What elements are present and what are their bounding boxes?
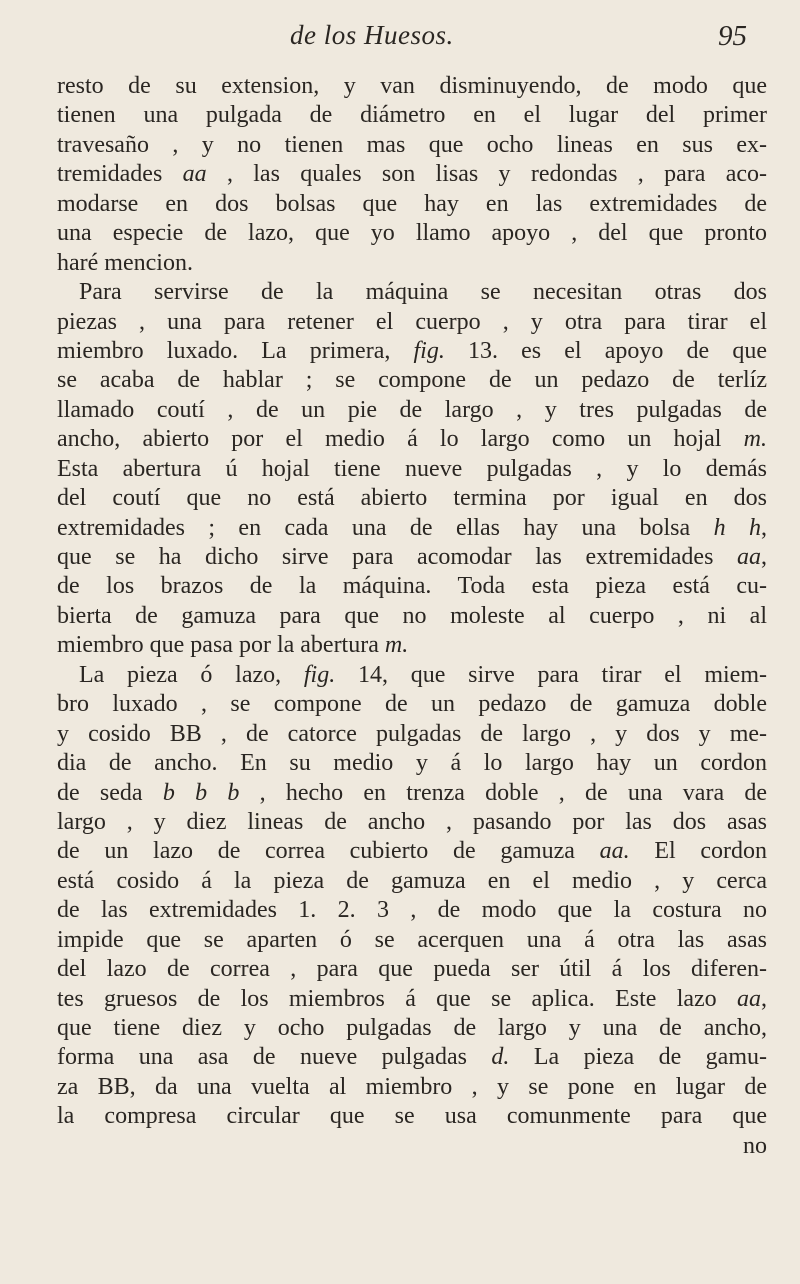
text-run: forma una asa de nueve pulgadas: [57, 1044, 492, 1071]
text-run: de seda: [57, 779, 163, 806]
text-line: [57, 661, 767, 690]
italic-text: fig.: [413, 337, 445, 364]
text-line: [57, 337, 767, 366]
page-number: 95: [718, 20, 747, 52]
text-run: miembro luxado. La primera,: [57, 337, 414, 364]
italic-text: aa.: [599, 838, 630, 865]
text-run: del lazo de correa , para que pueda ser útil á los diferen-: [57, 956, 767, 983]
text-line: [57, 985, 767, 1014]
text-line: [57, 160, 767, 189]
text-run: impide que se aparten ó se acerquen una á otra las asas: [57, 926, 767, 953]
text-line: [57, 720, 767, 749]
text-run: Para servirse de la máquina se necesitan otras dos: [79, 279, 767, 306]
italic-text: aa: [737, 985, 761, 1012]
text-run: resto de su extension, y van disminuyendo, de modo que: [57, 73, 767, 99]
text-run: haré mencion.: [57, 249, 193, 276]
text-run: extremidades ; en cada una de ellas hay una bolsa: [57, 514, 714, 541]
text-line: [57, 366, 767, 395]
italic-text: d.: [491, 1044, 510, 1071]
text-run: , hecho en trenza doble , de una vara de: [239, 779, 768, 806]
text-run: 13. es el apoyo de que: [444, 337, 767, 364]
text-run: Esta abertura ú hojal tiene nueve pulgadas , y lo demás: [57, 455, 767, 482]
text-line: [57, 514, 767, 543]
italic-text: m.: [743, 426, 767, 453]
text-run: del coutí que no está abierto termina por igual en dos: [57, 485, 767, 512]
text-run: piezas , una para retener el cuerpo , y otra para tirar el: [57, 308, 767, 335]
italic-text: m.: [384, 632, 409, 659]
text-line: [57, 72, 767, 101]
text-line: [57, 1102, 767, 1131]
text-run: tremidades: [57, 161, 183, 188]
text-line: [57, 896, 767, 925]
text-run: la compresa circular que se usa comunmente para que: [57, 1103, 767, 1130]
text-line: [57, 425, 767, 454]
text-line: [57, 543, 767, 572]
text-run: dia de ancho. En su medio y á lo largo hay un cordon: [57, 750, 767, 777]
text-line: [57, 484, 767, 513]
text-line: [57, 837, 767, 866]
text-line: [57, 602, 767, 631]
text-run: ,: [761, 514, 767, 541]
text-line: [57, 779, 767, 808]
running-title: de los Huesos.: [290, 20, 454, 50]
text-run: El cordon: [629, 838, 767, 865]
text-line: [57, 101, 767, 130]
text-run: largo , y diez lineas de ancho , pasando por las dos asas: [57, 808, 767, 835]
text-run: que se ha dicho sirve para acomodar las extremidades: [57, 544, 737, 570]
text-run: , las quales son lisas y redondas , para aco-: [206, 161, 768, 188]
text-run: La pieza ó lazo,: [79, 661, 304, 688]
text-run: de un lazo de correa cubierto de gamuza: [57, 838, 600, 865]
text-run: está cosido á la pieza de gamuza en el medio , y cerca: [57, 867, 767, 894]
text-run: de las extremidades 1. 2. 3 , de modo que la costura no: [57, 897, 767, 924]
text-line: [57, 278, 767, 307]
italic-text: fig.: [303, 661, 336, 688]
text-run: y cosido BB , de catorce pulgadas de largo , y dos y me-: [57, 720, 767, 747]
text-line: [57, 1073, 767, 1102]
text-run: tes gruesos de los miembros á que se aplica. Este lazo: [57, 985, 737, 1012]
text-line: [57, 1014, 767, 1043]
text-line: [57, 455, 767, 484]
text-run: una especie de lazo, que yo llamo apoyo , del que pronto: [57, 220, 767, 247]
text-run: no: [743, 1132, 767, 1159]
text-line: [57, 572, 767, 601]
text-line: [57, 631, 767, 660]
italic-text: aa: [182, 161, 207, 188]
text-run: La pieza de gamu-: [509, 1044, 767, 1071]
text-run: que tiene diez y ocho pulgadas de largo y una de ancho,: [57, 1015, 767, 1041]
text-run: ancho, abierto por el medio á lo largo como un hojal: [57, 426, 744, 453]
text-run: modarse en dos bolsas que hay en las extremidades de: [57, 190, 767, 217]
text-line: [57, 131, 767, 160]
text-line: [57, 249, 767, 278]
text-line: [57, 396, 767, 425]
italic-text: b b b: [162, 779, 240, 806]
text-line: [57, 867, 767, 896]
text-run: ,: [761, 985, 767, 1012]
italic-text: aa: [737, 544, 761, 570]
running-head: [0, 14, 800, 54]
italic-text: h h: [713, 514, 761, 541]
text-line: [57, 690, 767, 719]
text-run: bro luxado , se compone de un pedazo de gamuza doble: [57, 691, 767, 718]
text-run: bierta de gamuza para que no moleste al cuerpo , ni al: [57, 602, 767, 629]
text-line: [57, 926, 767, 955]
text-run: tienen una pulgada de diámetro en el lugar del primer: [57, 102, 767, 129]
text-run: llamado coutí , de un pie de largo , y tres pulgadas de: [57, 396, 767, 423]
text-run: za BB, da una vuelta al miembro , y se pone en lugar de: [57, 1073, 767, 1100]
text-line: [57, 955, 767, 984]
body-text: [57, 72, 767, 1161]
text-run: 14, que sirve para tirar el miem-: [335, 661, 767, 688]
text-run: se acaba de hablar ; se compone de un pedazo de terlíz: [57, 367, 767, 394]
text-run: miembro que pasa por la abertura: [57, 632, 385, 659]
text-line: [57, 1132, 767, 1161]
text-line: [57, 219, 767, 248]
text-line: [57, 308, 767, 337]
text-line: [57, 1043, 767, 1072]
text-line: [57, 190, 767, 219]
text-run: travesaño , y no tienen mas que ocho lineas en sus ex-: [57, 131, 767, 158]
text-line: [57, 749, 767, 778]
text-run: ,: [761, 544, 767, 570]
text-run: de los brazos de la máquina. Toda esta pieza está cu-: [57, 573, 767, 600]
text-line: [57, 808, 767, 837]
